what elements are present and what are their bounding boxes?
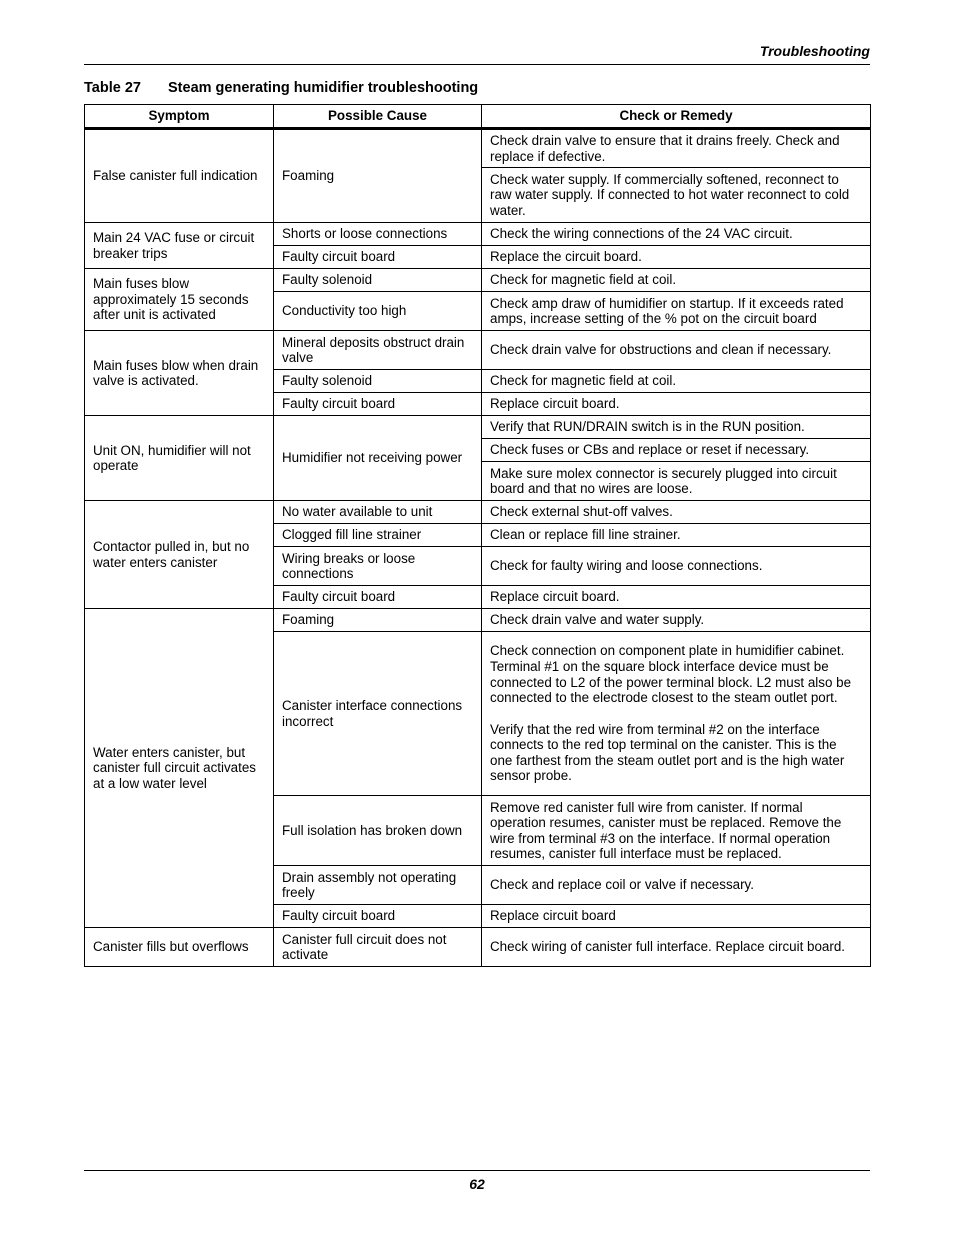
symptom-cell: Water enters canister, but canister full circuit activates at a low water level [85, 609, 274, 928]
remedy-cell: Check for magnetic field at coil. [482, 370, 871, 393]
remedy-cell: Check fuses or CBs and replace or reset if necessary. [482, 439, 871, 462]
cause-cell: Shorts or loose connections [274, 223, 482, 246]
remedy-cell: Check the wiring connections of the 24 VAC circuit. [482, 223, 871, 246]
cause-cell: Mineral deposits obstruct drain valve [274, 331, 482, 370]
symptom-cell: Contactor pulled in, but no water enters canister [85, 501, 274, 609]
column-header-possible-cause: Possible Cause [274, 105, 482, 129]
remedy-cell: Replace circuit board [482, 905, 871, 928]
remedy-cell: Verify that RUN/DRAIN switch is in the RUN position. [482, 416, 871, 439]
table-row [85, 501, 871, 524]
cause-cell: No water available to unit [274, 501, 482, 524]
remedy-cell: Replace circuit board. [482, 586, 871, 609]
symptom-cell: Main fuses blow when drain valve is activated. [85, 331, 274, 416]
cause-cell: Full isolation has broken down [274, 796, 482, 866]
table-row [85, 331, 871, 370]
remedy-cell: Check wiring of canister full interface. Replace circuit board. [482, 928, 871, 967]
cause-cell: Foaming [274, 129, 482, 223]
cause-cell: Faulty circuit board [274, 586, 482, 609]
remedy-cell: Check and replace coil or valve if necessary. [482, 866, 871, 905]
remedy-cell: Remove red canister full wire from canister. If normal operation resumes, canister must be replaced. Remove the wire from terminal #3 on the interface. If normal operation resumes, canister full interface must be replaced. [482, 796, 871, 866]
symptom-cell: Canister fills but overflows [85, 928, 274, 967]
column-header-check-or-remedy: Check or Remedy [482, 105, 871, 129]
remedy-cell: Check drain valve to ensure that it drains freely. Check and replace if defective. [482, 129, 871, 168]
cause-cell: Humidifier not receiving power [274, 416, 482, 501]
troubleshooting-table [84, 104, 871, 967]
remedy-cell: Check water supply. If commercially softened, reconnect to raw water supply. If connected to hot water reconnect to cold water. [482, 168, 871, 223]
cause-cell: Clogged fill line strainer [274, 524, 482, 547]
remedy-cell: Check for faulty wiring and loose connections. [482, 547, 871, 586]
footer-rule [84, 1170, 870, 1171]
remedy-paragraph: Check connection on component plate in humidifier cabinet. Terminal #1 on the square block interface device must be connected to L2 of the power terminal block. L2 must also be connected to the electrode closest to the steam outlet port. [490, 643, 852, 706]
symptom-cell: Main 24 VAC fuse or circuit breaker trips [85, 223, 274, 269]
cause-cell: Faulty solenoid [274, 370, 482, 393]
cause-cell: Drain assembly not operating freely [274, 866, 482, 905]
symptom-cell: Main fuses blow approximately 15 seconds after unit is activated [85, 269, 274, 331]
table-row [85, 928, 871, 967]
remedy-cell: Check external shut-off valves. [482, 501, 871, 524]
symptom-cell: Unit ON, humidifier will not operate [85, 416, 274, 501]
table-number: Table 27 [84, 80, 141, 96]
table-row [85, 223, 871, 246]
running-header: Troubleshooting [759, 43, 870, 59]
table-header-row [85, 105, 871, 129]
remedy-cell: Check amp draw of humidifier on startup. If it exceeds rated amps, increase setting of the % pot on the circuit board [482, 292, 871, 331]
column-header-symptom: Symptom [85, 105, 274, 129]
table-row [85, 416, 871, 439]
cause-cell: Wiring breaks or loose connections [274, 547, 482, 586]
cause-cell: Faulty circuit board [274, 393, 482, 416]
table-caption [84, 80, 478, 96]
header-rule [84, 64, 870, 65]
cause-cell: Faulty solenoid [274, 269, 482, 292]
cause-cell: Canister full circuit does not activate [274, 928, 482, 967]
page-number: 62 [469, 1176, 485, 1192]
remedy-cell: Clean or replace fill line strainer. [482, 524, 871, 547]
cause-cell: Faulty circuit board [274, 246, 482, 269]
symptom-cell: False canister full indication [85, 129, 274, 223]
table-row [85, 269, 871, 292]
remedy-cell: Make sure molex connector is securely plugged into circuit board and that no wires are loose. [482, 462, 871, 501]
table-row [85, 609, 871, 632]
remedy-cell [482, 632, 871, 796]
cause-cell: Foaming [274, 609, 482, 632]
table-row [85, 129, 871, 168]
cause-cell: Canister interface connections incorrect [274, 632, 482, 796]
remedy-cell: Check drain valve and water supply. [482, 609, 871, 632]
cause-cell: Conductivity too high [274, 292, 482, 331]
remedy-cell: Check for magnetic field at coil. [482, 269, 871, 292]
cause-cell: Faulty circuit board [274, 905, 482, 928]
remedy-paragraph: Verify that the red wire from terminal #2 on the interface connects to the red top terminal on the canister. This is the one farthest from the steam outlet port and is the high water sensor probe. [490, 721, 845, 784]
remedy-cell: Replace circuit board. [482, 393, 871, 416]
remedy-cell: Replace the circuit board. [482, 246, 871, 269]
remedy-cell: Check drain valve for obstructions and clean if necessary. [482, 331, 871, 370]
table-title: Steam generating humidifier troubleshooting [168, 80, 479, 96]
